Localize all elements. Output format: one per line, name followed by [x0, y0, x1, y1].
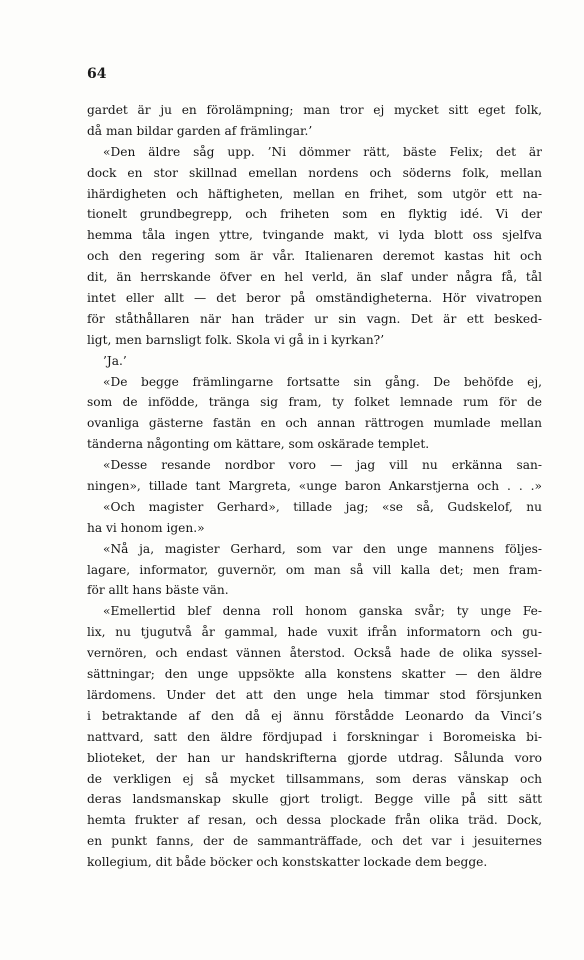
text-line: «Desse resande nordbor voro — jag vill nu erkänna san- [103, 458, 542, 473]
text-line: «Och magister Gerhard», tillade jag; «se så, Gudskelof, nu [103, 499, 542, 514]
text-line: hemta frukter af resan, och dessa plockade från olika träd. Dock, [87, 813, 542, 828]
text-line: då man bildar garden af främlingar.’ [87, 123, 313, 138]
text-line: «De begge främlingarne fortsatte sin gång. De behöfde ej, [103, 374, 542, 389]
text-line: de verkligen ej så mycket tillsammans, som deras vänskap och [87, 771, 542, 786]
text-line: blioteket, der han ur handskrifterna gjorde utdrag. Sålunda voro [87, 750, 542, 765]
text-line: i betraktande af den då ej ännu förstådde Leonardo da Vinci’s [87, 708, 542, 723]
text-line: tänderna någonting om kättare, som oskärade templet. [87, 437, 430, 452]
text-line: ningen», tillade tant Margreta, «unge baron Ankarstjerna och . . .» [87, 479, 542, 494]
text-line: en punkt fanns, der de sammanträffade, och det var i jesuiternes [87, 834, 542, 849]
text-line: deras landsmanskap skulle gjort troligt. Begge ville på sitt sätt [87, 792, 542, 807]
text-line: ligt, men barnsligt folk. Skola vi gå in i kyrkan?’ [87, 332, 385, 347]
text-line: vernören, och endast vännen återstod. Också hade de olika syssel- [87, 646, 542, 661]
text-line: lix, nu tjugutvå år gammal, hade vuxit ifrån informatorn och gu- [87, 625, 542, 640]
text-line: för allt hans bäste vän. [87, 583, 229, 598]
text-line: «Emellertid blef denna roll honom ganska svår; ty unge Fe- [103, 604, 542, 619]
text-line: ihärdigheten och häftigheten, mellan en frihet, som utgör ett na- [87, 186, 542, 201]
text-line: ’Ja.’ [103, 353, 127, 368]
text-line: tionelt grundbegrepp, och friheten som en flyktig idé. Vi der [87, 207, 542, 222]
body-text [87, 100, 542, 873]
text-line: lagare, informator, guvernör, om man så vill kalla det; men fram- [87, 562, 542, 577]
text-line: «Nå ja, magister Gerhard, som var den unge mannens följes- [103, 541, 542, 556]
text-line: dock en stor skillnad emellan nordens och söderns folk, mellan [87, 165, 542, 180]
text-line: och den regering som är vår. Italienaren deremot kastas hit och [87, 249, 542, 264]
text-line: ovanliga gästerne fastän en och annan rättrogen mumlade mellan [87, 416, 542, 431]
text-line: dit, än herrskande öfver en hel verld, än slaf under några få, tål [87, 270, 542, 285]
text-line: lärdomens. Under det att den unge hela timmar stod försjunken [87, 687, 542, 702]
text-line: «Den äldre såg upp. ’Ni dömmer rätt, bäste Felix; det är [103, 144, 542, 159]
text-line: kollegium, dit både böcker och konstskatter lockade dem begge. [87, 855, 488, 870]
text-line: för ståthållaren när han träder ur sin vagn. Det är ett besked- [87, 311, 542, 326]
text-line: som de infödde, tränga sig fram, ty folket lemnade rum för de [87, 395, 542, 410]
text-line: gardet är ju en förolämpning; man tror ej mycket sitt eget folk, [87, 103, 542, 117]
page-number: 64 [87, 66, 107, 82]
text-line: nattvard, satt den äldre fördjupad i forskningar i Boromeiska bi- [87, 729, 542, 744]
text-line: hemma tåla ingen yttre, tvingande makt, vi lyda blott oss sjelfva [87, 228, 542, 243]
text-line: sättningar; den unge uppsökte alla konstens skatter — den äldre [87, 667, 542, 682]
text-line: ha vi honom igen.» [87, 520, 205, 535]
text-line: intet eller allt — det beror på omständigheterna. Hör vivatropen [87, 291, 542, 306]
